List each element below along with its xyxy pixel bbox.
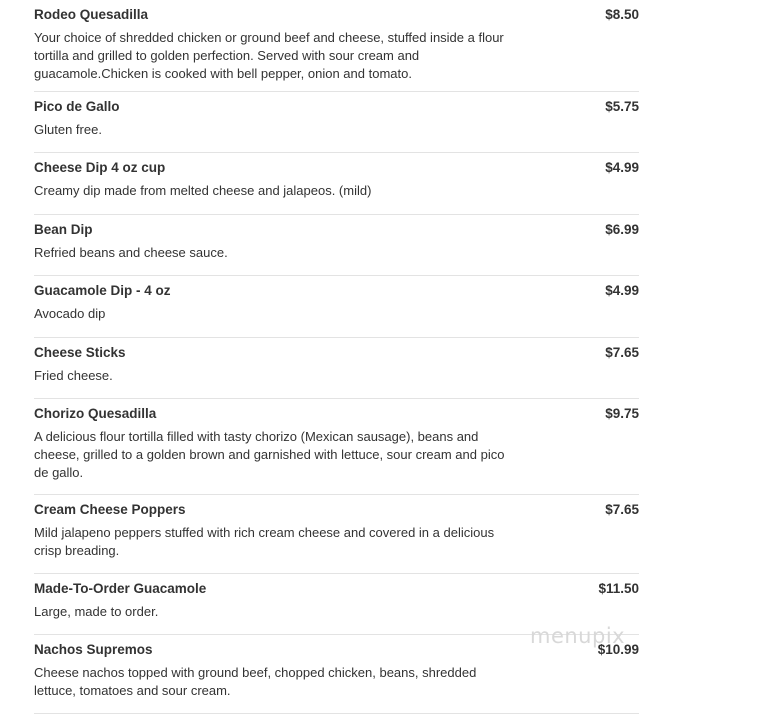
menu-item-price: $7.65 (605, 345, 639, 360)
menu-item-name: Cheese Sticks (34, 345, 126, 360)
menu-item-description: Gluten free. (34, 122, 102, 137)
menu-item-price: $4.99 (605, 160, 639, 175)
menu-item-name: Chorizo Quesadilla (34, 406, 157, 421)
menu-item (34, 338, 639, 399)
menu-item (34, 215, 639, 276)
menu-item (34, 495, 639, 574)
menu-item-description: Your choice of shredded chicken or ground beef and cheese, stuffed inside a flour tortilla and grilled to golden perfection. Served with sour cream and guacamole.Chicken is cooked with bell pepper, onion and tomato. (34, 30, 504, 81)
menu-item-price: $4.99 (605, 283, 639, 298)
menu-item-name: Pico de Gallo (34, 99, 120, 114)
menu-list (34, 0, 639, 714)
menu-item-name: Rodeo Quesadilla (34, 7, 149, 22)
menu-item-name: Bean Dip (34, 222, 93, 237)
menu-item (34, 0, 639, 92)
menu-item-price: $9.75 (605, 406, 639, 421)
menu-item-price: $10.99 (597, 642, 639, 657)
menu-item (34, 276, 639, 338)
menu-item-price: $11.50 (598, 581, 639, 596)
menu-item-description: Avocado dip (34, 306, 106, 321)
menu-item-description: Mild jalapeno peppers stuffed with rich cream cheese and covered in a delicious crisp breading. (34, 525, 495, 558)
menu-item-name: Cheese Dip 4 oz cup (34, 160, 166, 175)
menu-item-name: Cream Cheese Poppers (34, 502, 186, 517)
menu-item-name: Guacamole Dip - 4 oz (34, 283, 171, 298)
menu-item-name: Made-To-Order Guacamole (34, 581, 207, 596)
menupix-watermark: menupix (530, 624, 626, 648)
menu-item (34, 399, 639, 495)
menu-item (34, 153, 639, 215)
menu-item-name: Nachos Supremos (34, 642, 153, 657)
menu-item-description: Refried beans and cheese sauce. (34, 245, 228, 260)
menu-item-description: Large, made to order. (34, 604, 159, 619)
menu-item-price: $8.50 (605, 7, 639, 22)
menu-item-price: $7.65 (605, 502, 639, 517)
menu-item-price: $6.99 (605, 222, 639, 237)
menu-item-description: A delicious flour tortilla filled with tasty chorizo (Mexican sausage), beans and cheese, grilled to a golden brown and garnished with lettuce, sour cream and pico de gallo. (34, 429, 505, 480)
menu-item-price: $5.75 (605, 99, 639, 114)
menu-item-description: Fried cheese. (34, 368, 113, 383)
menu-item-description: Cheese nachos topped with ground beef, chopped chicken, beans, shredded lettuce, tomatoes and sour cream. (34, 665, 477, 698)
menu-item-description: Creamy dip made from melted cheese and jalapeos. (mild) (34, 183, 372, 198)
menu-item (34, 92, 639, 153)
